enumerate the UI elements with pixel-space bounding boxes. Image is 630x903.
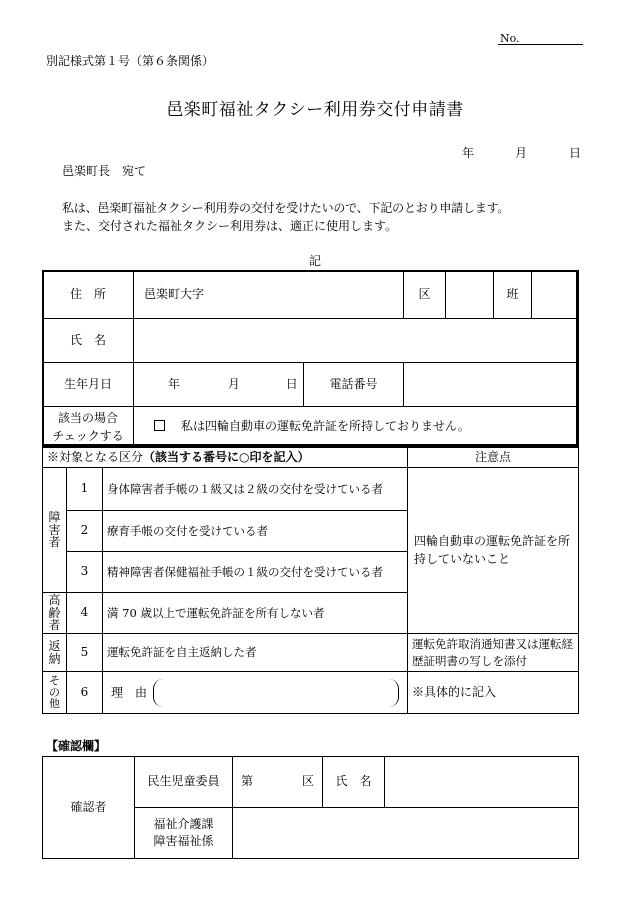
birth-month: 月 — [227, 376, 240, 391]
form-reference: 別記様式第１号（第６条関係） — [46, 54, 215, 68]
group-elderly-label: 高齢者 — [48, 593, 61, 633]
date-day: 日 — [569, 146, 582, 160]
intro-line-2: また、交付された福祉タクシー利用券は、適正に使用します。 — [62, 219, 398, 233]
dept-line-1: 福祉介護課 — [153, 817, 214, 832]
confirmation-section-label: 【確認欄】 — [46, 739, 107, 753]
no-license-check-row — [134, 407, 579, 447]
note-returned: 運転免許取消通知書又は運転経歴証明書の写しを添付 — [408, 634, 579, 672]
han-field[interactable] — [532, 271, 579, 319]
phone-label: 電話番号 — [304, 363, 404, 407]
birth-day: 日 — [285, 376, 298, 391]
form-number-line — [498, 44, 583, 45]
category-table — [42, 447, 579, 714]
note-main: 四輪自動車の運転免許証を所持していないこと — [408, 468, 579, 634]
ku-label: 区 — [404, 271, 446, 319]
dept-line-2: 障害福祉係 — [153, 834, 214, 848]
category-text-5: 運転免許証を自主返納した者 — [103, 634, 408, 672]
district-dai: 第 — [241, 774, 254, 789]
check-label — [43, 407, 134, 447]
reason-cell — [103, 672, 408, 714]
dept-label — [135, 808, 233, 859]
category-num-5: 5 — [67, 634, 103, 672]
date-month: 月 — [515, 146, 528, 160]
page-title: 邑楽町福祉タクシー利用券交付申請書 — [166, 100, 464, 120]
group-other-label: その他 — [49, 674, 60, 711]
category-num-3: 3 — [67, 552, 103, 593]
ku-field[interactable] — [446, 271, 494, 319]
district-ku: 区 — [301, 774, 314, 789]
intro-line-1: 私は、邑楽町福祉タクシー利用券の交付を受けたいので、下記のとおり申請します。 — [62, 201, 510, 215]
district-field[interactable] — [233, 757, 323, 808]
birthdate-field[interactable] — [134, 363, 304, 407]
notes-header: 注意点 — [408, 448, 579, 468]
category-text-1: 身体障害者手帳の１級又は２級の交付を受けている者 — [103, 468, 408, 511]
category-header-note: （該当する番号に○印を記入） — [143, 449, 310, 464]
no-license-text: 私は四輪自動車の運転免許証を所持しておりません。 — [181, 418, 470, 433]
category-num-1: 1 — [67, 468, 103, 511]
commissioner-name-label: 氏 名 — [323, 757, 385, 808]
category-header-prefix: ※対象となる区分 — [47, 449, 144, 464]
commissioner-name-field[interactable] — [385, 757, 579, 808]
group-returned-label: 返納 — [48, 638, 61, 666]
group-other — [43, 672, 67, 714]
check-label-line-2: チェックする — [52, 428, 124, 443]
name-label: 氏 名 — [43, 319, 134, 363]
category-num-4: 4 — [67, 593, 103, 634]
group-disabled — [43, 468, 67, 593]
applicant-table — [42, 270, 579, 447]
category-num-6: 6 — [67, 672, 103, 714]
date-year: 年 — [462, 146, 475, 160]
address-label: 住 所 — [43, 271, 134, 319]
name-field[interactable] — [134, 319, 579, 363]
confirmer-label: 確認者 — [43, 757, 135, 859]
addressee: 邑楽町長 宛て — [62, 164, 147, 178]
han-label: 班 — [494, 271, 532, 319]
reason-input[interactable] — [153, 679, 399, 707]
category-num-2: 2 — [67, 511, 103, 552]
reason-label: 理 由 — [111, 685, 148, 699]
phone-field[interactable] — [404, 363, 579, 407]
birth-year: 年 — [168, 376, 181, 391]
category-text-2: 療育手帳の交付を受けている者 — [103, 511, 408, 552]
category-text-4: 満 70 歳以上で運転免許証を所有しない者 — [103, 593, 408, 634]
group-returned — [43, 634, 67, 672]
no-license-checkbox[interactable] — [154, 420, 165, 431]
dept-confirmation-field[interactable] — [233, 808, 579, 859]
welfare-commissioner-label: 民生児童委員 — [135, 757, 233, 808]
category-text-3: 精神障害者保健福祉手帳の１級の交付を受けている者 — [103, 552, 408, 593]
check-label-line-1: 該当の場合 — [57, 410, 118, 425]
group-disabled-label: 障害者 — [48, 510, 61, 550]
form-number-label: No. — [500, 32, 520, 45]
birthdate-label: 生年月日 — [43, 363, 134, 407]
category-header — [43, 448, 408, 468]
note-other: ※具体的に記入 — [408, 672, 579, 714]
confirmation-table — [42, 756, 579, 859]
group-elderly — [43, 593, 67, 634]
ki-label: 記 — [309, 254, 322, 268]
address-field[interactable]: 邑楽町大字 — [134, 271, 404, 319]
